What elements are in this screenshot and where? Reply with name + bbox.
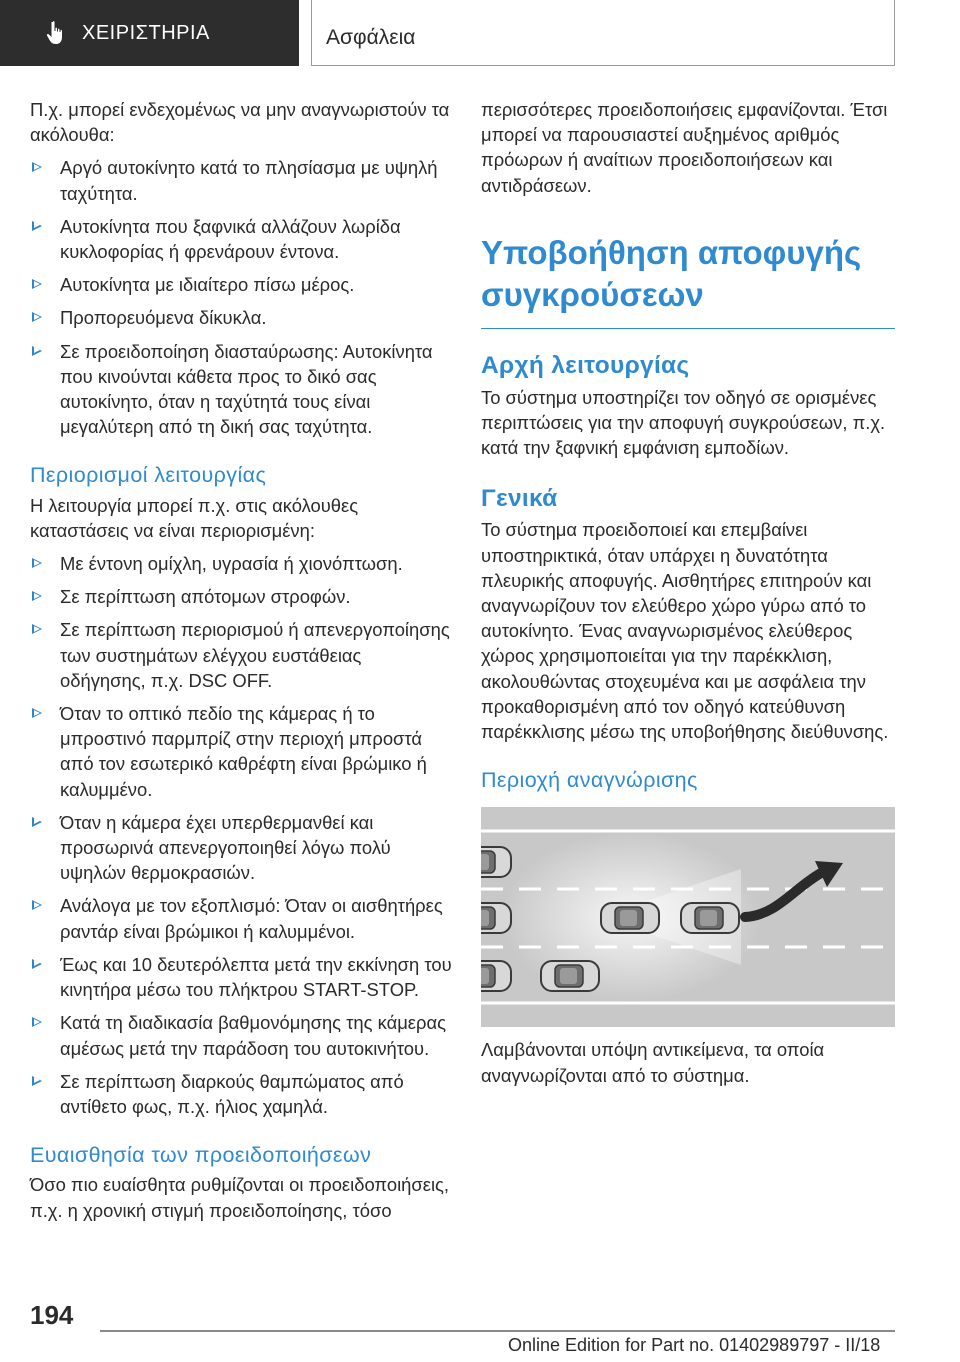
triangle-bullet-icon xyxy=(32,279,42,289)
general-paragraph: Το σύστημα προειδοποιεί και επεμβαίνει υποστηρικτικά, όταν υπάρχει η δυνατότητα πλευρικής αποφυγής. Αισθητήρες επιτηρούν και αναγνωρίζουν τον ελεύθερο χώρο γύρω από το αυτοκίνητο. Ένας αναγνωρισμένος ελεύθερος χώρος χρησιμοποιείται για την παρέκκλιση, ακολουθώντας στοχευμένα και με ασφάλεια την προκαθορισμένη από τον οδηγό κατεύθυνση παρέκκλισης μέσω της υποβοήθησης διεύθυνσης. xyxy=(481,519,889,742)
intro-paragraph: Π.χ. μπορεί ενδεχομένως να μην αναγνωριστούν τα ακόλουθα: xyxy=(30,99,450,146)
triangle-bullet-icon xyxy=(32,162,42,172)
limits-bullet-list xyxy=(30,551,452,1119)
manual-section-label: ΧΕΙΡΙΣΤΗΡΙΑ xyxy=(82,21,210,44)
triangle-bullet-icon xyxy=(32,1017,42,1027)
detection-heading: Περιοχή αναγνώρισης xyxy=(481,768,698,793)
edition-info: Online Edition for Part no. 01402989797 - II/18 xyxy=(508,1335,881,1355)
principle-paragraph: Το σύστημα υποστηρίζει τον οδηγό σε ορισμένες περιπτώσεις για την αποφυγή συγκρούσεων, π.χ. κατά την ξαφνική εμφάνιση εμποδίων. xyxy=(481,386,886,458)
chapter-tab[interactable] xyxy=(311,0,895,66)
list-item: Αυτοκίνητα που ξαφνικά αλλάζουν λωρίδα κυκλοφορίας ή φρενάρουν έντονα. xyxy=(30,214,452,264)
title-divider xyxy=(481,328,895,330)
list-item: Ανάλογα με τον εξοπλισμό: Όταν οι αισθητήρες ραντάρ είναι βρώμικοι ή καλυμμένοι. xyxy=(30,893,452,943)
sensitivity-paragraph: Όσο πιο ευαίσθητα ρυθμίζονται οι προειδοποιήσεις, π.χ. η χρονική στιγμή προειδοποίησης, τόσο xyxy=(30,1174,449,1221)
list-item: Σε περίπτωση διαρκούς θαμπώματος από αντίθετο φως, π.χ. ήλιος χαμηλά. xyxy=(30,1069,452,1119)
hand-pointer-icon xyxy=(44,20,66,46)
triangle-bullet-icon xyxy=(32,959,42,969)
triangle-bullet-icon xyxy=(32,1076,42,1086)
triangle-bullet-icon xyxy=(32,558,42,568)
list-item: Με έντονη ομίχλη, υγρασία ή χιονόπτωση. xyxy=(30,551,452,576)
figure-caption: Λαμβάνονται υπόψη αντικείμενα, τα οποία αναγνωρίζονται από το σύστημα. xyxy=(481,1039,825,1086)
list-item: Όταν η κάμερα έχει υπερθερμανθεί και προσωρινά απενεργοποιηθεί λόγω πολύ υψηλών θερμοκρασιών. xyxy=(30,810,452,886)
list-item: Σε περίπτωση απότομων στροφών. xyxy=(30,584,452,609)
list-item: Προπορευόμενα δίκυκλα. xyxy=(30,305,452,330)
page-header xyxy=(0,0,960,66)
limits-paragraph: Η λειτουργία μπορεί π.χ. στις ακόλουθες καταστάσεις να είναι περιορισμένη: xyxy=(30,494,359,541)
triangle-bullet-icon xyxy=(32,346,42,356)
principle-heading: Αρχή λειτουργίας xyxy=(481,352,690,380)
continued-paragraph: περισσότερες προειδοποιήσεις εμφανίζονται. Έτσι μπορεί να παρουσιαστεί αυξημένος αριθμός πρόωρων ή αναίτιων προειδοποιήσεων και αντιδράσεων. xyxy=(481,99,888,196)
triangle-bullet-icon xyxy=(32,817,42,827)
list-item: Σε περίπτωση περιορισμού ή απενεργοποίησης των συστημάτων ελέγχου ευστάθειας οδήγησης, π.χ. DSC OFF. xyxy=(30,617,452,693)
footer-divider xyxy=(100,1330,895,1332)
chapter-label: Ασφάλεια xyxy=(326,26,416,49)
section-title: Υποβοήθηση αποφυγής συγκρούσεων xyxy=(481,233,862,313)
list-item: Αυτοκίνητα με ιδιαίτερο πίσω μέρος. xyxy=(30,272,452,297)
general-heading: Γενικά xyxy=(481,485,558,513)
page-number: 194 xyxy=(30,1300,74,1330)
triangle-bullet-icon xyxy=(32,312,42,322)
list-item: Κατά τη διαδικασία βαθμονόμησης της κάμερας αμέσως μετά την παράδοση του αυτοκινήτου. xyxy=(30,1010,452,1060)
manual-section-tab[interactable] xyxy=(0,0,299,66)
triangle-bullet-icon xyxy=(32,708,42,718)
triangle-bullet-icon xyxy=(32,900,42,910)
triangle-bullet-icon xyxy=(32,624,42,634)
detection-area-illustration xyxy=(481,807,895,1027)
list-item: Έως και 10 δευτερόλεπτα μετά την εκκίνηση του κινητήρα μέσω του πλήκτρου START-STOP. xyxy=(30,952,452,1002)
limits-heading: Περιορισμοί λειτουργίας xyxy=(30,463,267,488)
right-column xyxy=(481,97,895,1088)
triangle-bullet-icon xyxy=(32,591,42,601)
road-scene-graphic xyxy=(481,807,895,1027)
list-item: Όταν το οπτικό πεδίο της κάμερας ή το μπροστινό παρμπρίζ στην περιοχή μπροστά από τον εσωτερικό καθρέφτη είναι βρώμικο ή καλυμμένο. xyxy=(30,701,452,802)
list-item: Αργό αυτοκίνητο κατά το πλησίασμα με υψηλή ταχύτητα. xyxy=(30,155,452,205)
list-item: Σε προειδοποίηση διασταύρωσης: Αυτοκίνητα που κινούνται κάθετα προς το δικό σας αυτοκίνητο, όταν η ταχύτητά τους είναι μεγαλύτερη από τη δική σας ταχύτητα. xyxy=(30,339,452,440)
triangle-bullet-icon xyxy=(32,221,42,231)
left-column xyxy=(30,97,452,1223)
sensitivity-heading: Ευαισθησία των προειδοποιήσεων xyxy=(30,1143,372,1168)
intro-bullet-list xyxy=(30,155,452,439)
